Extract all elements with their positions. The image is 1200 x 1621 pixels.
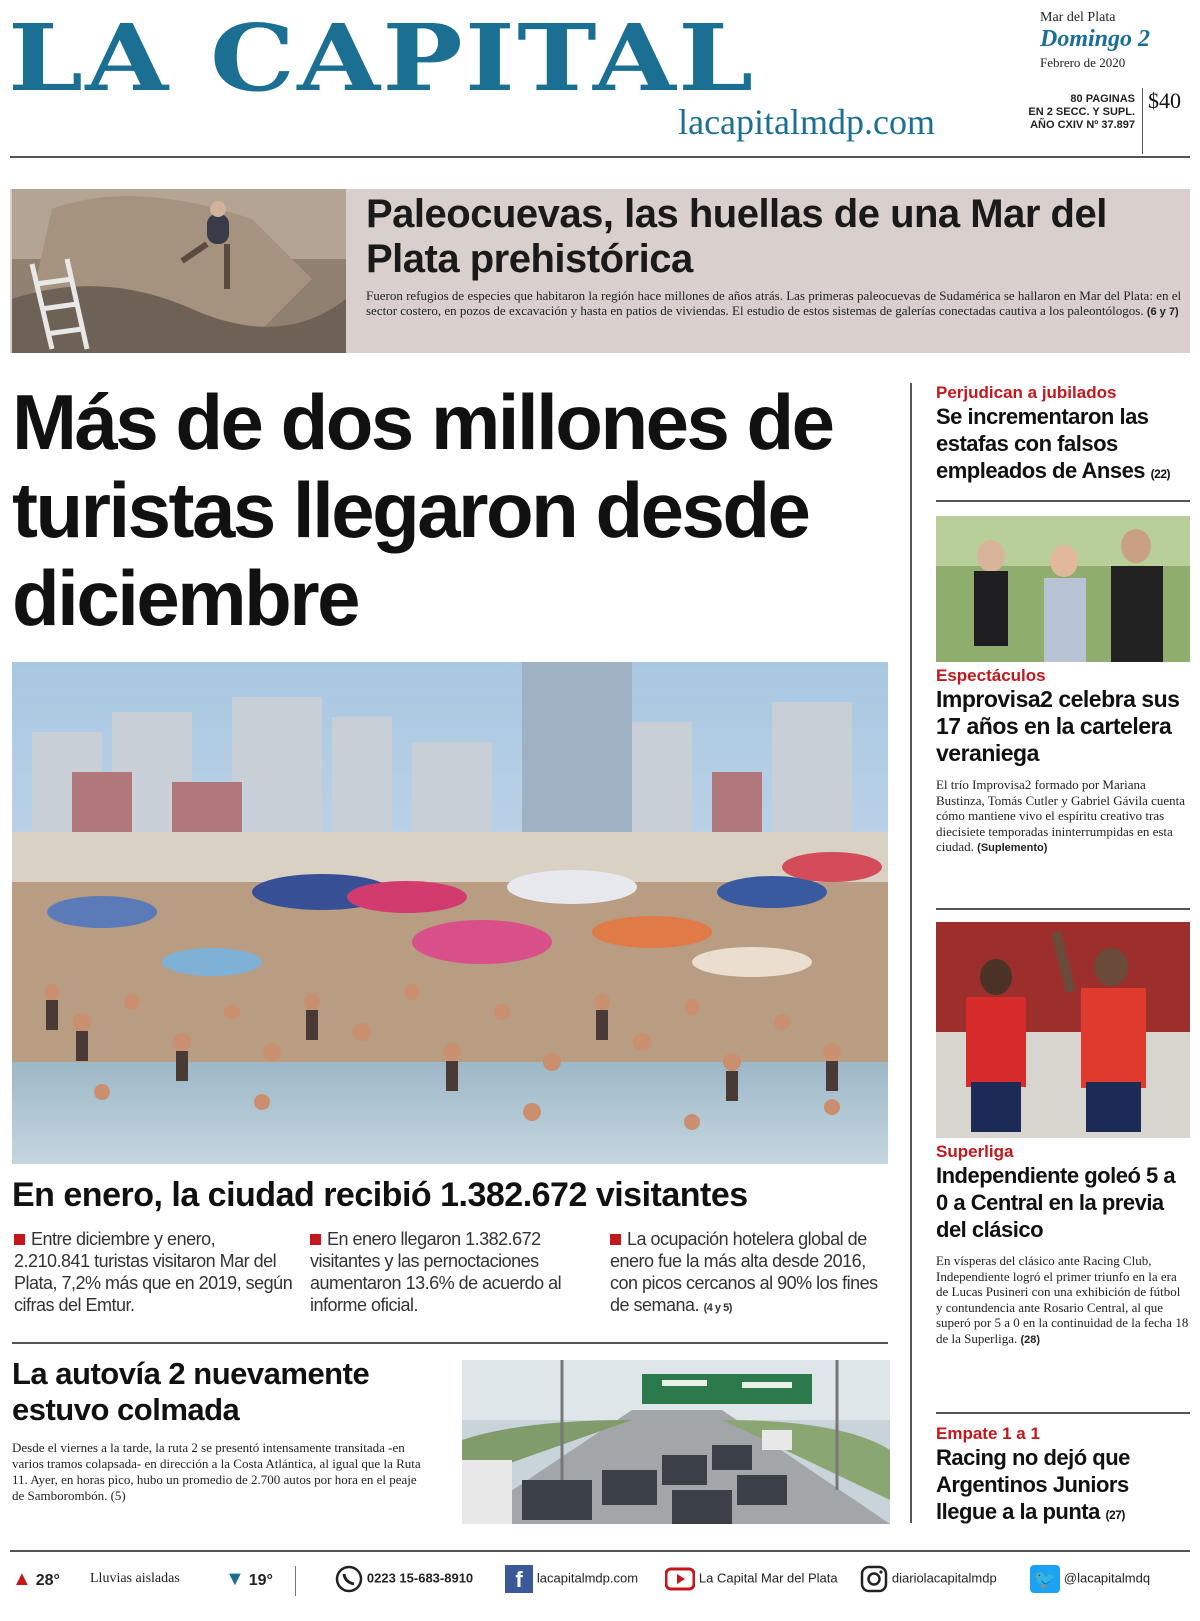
jubilados-page-ref: (22) bbox=[1150, 467, 1171, 481]
temp-up-icon: ▲ bbox=[12, 1568, 32, 1590]
twitter-link[interactable] bbox=[1030, 1565, 1150, 1593]
whatsapp-link[interactable] bbox=[335, 1565, 473, 1593]
jubilados-story[interactable] bbox=[936, 383, 1190, 488]
edition-pages: 80 PAGINAS bbox=[1070, 93, 1135, 105]
temp-down-icon: ▼ bbox=[225, 1568, 245, 1590]
youtube-icon bbox=[665, 1565, 695, 1593]
superliga-photo bbox=[936, 922, 1190, 1138]
superliga-headline: Independiente goleó 5 a 0 a Central en la previa del clásico bbox=[936, 1163, 1176, 1242]
superliga-story[interactable] bbox=[936, 1142, 1190, 1348]
temp-max: 28° bbox=[35, 1572, 60, 1589]
main-bullet-text: La ocupación hotelera global de enero fue la más alta desde 2016, con picos cercanos al 90% los fines de semana. bbox=[610, 1229, 878, 1315]
masthead-logo: LA CAPITAL bbox=[8, 4, 756, 112]
paleocuevas-summary bbox=[366, 288, 1186, 320]
improvisa-summary bbox=[936, 777, 1190, 857]
weather-max bbox=[12, 1568, 60, 1591]
whatsapp-number: 0223 15-683-8910 bbox=[366, 1570, 474, 1586]
edition-day: Domingo 2 bbox=[1040, 26, 1151, 52]
improvisa-story[interactable] bbox=[936, 666, 1190, 857]
improvisa-text: El trío Improvisa2 formado por Mariana Bustinza, Tomás Cutler y Gabriel Gávila cuenta cómo mantiene vivo el espíritu creativo tras diecisiete temporadas ininterrumpidas en esta ciudad. bbox=[936, 777, 1186, 854]
facebook-handle: lacapitalmdp.com bbox=[536, 1570, 639, 1586]
highway-traffic-photo bbox=[462, 1360, 890, 1524]
footer-rule bbox=[10, 1550, 1190, 1552]
autovia-summary bbox=[12, 1440, 432, 1504]
weather-text: Lluvias aisladas bbox=[90, 1571, 180, 1586]
jubilados-kicker: Perjudican a jubilados bbox=[936, 383, 1117, 402]
bullet-square-icon bbox=[610, 1234, 621, 1245]
main-bullet bbox=[310, 1228, 592, 1316]
twitter-handle: @lacapitalmdq bbox=[1063, 1570, 1151, 1586]
youtube-link[interactable] bbox=[665, 1565, 838, 1593]
improvisa-kicker: Espectáculos bbox=[936, 666, 1046, 685]
edition-sections: EN 2 SECC. Y SUPL. bbox=[1028, 106, 1135, 118]
bullet-square-icon bbox=[14, 1234, 25, 1245]
main-headline[interactable]: Más de dos millones de turistas llegaron desde diciembre bbox=[12, 378, 833, 642]
racing-kicker: Empate 1 a 1 bbox=[936, 1424, 1040, 1443]
facebook-link[interactable] bbox=[505, 1565, 638, 1593]
sidebar-separator bbox=[936, 1412, 1190, 1414]
instagram-icon bbox=[860, 1565, 888, 1593]
edition-info bbox=[1000, 93, 1135, 132]
jubilados-headline: Se incrementaron las estafas con falsos empleados de Anses bbox=[936, 404, 1149, 483]
paleocuevas-text: Fueron refugios de especies que habitaron la región hace millones de años atrás. Las primeras paleocuevas de Sudamérica se hallaron en Mar del Plata: en el sector costero, en pozos de excavación y hasta en patios de viviendas. El estudio de estos sistemas de galerías conectadas cautiva a los paleontólogos. bbox=[366, 288, 1182, 318]
paleocuevas-headline[interactable]: Paleocuevas, las huellas de una Mar del Plata prehistórica bbox=[366, 192, 1107, 281]
youtube-channel: La Capital Mar del Plata bbox=[698, 1570, 838, 1586]
temp-min: 19° bbox=[248, 1572, 273, 1589]
autovia-page-ref: (5) bbox=[110, 1488, 126, 1503]
racing-headline-block bbox=[936, 1444, 1190, 1529]
racing-headline: Racing no dejó que Argentinos Juniors llegue a la punta bbox=[936, 1445, 1130, 1524]
section-rule bbox=[12, 1342, 888, 1344]
sidebar-separator bbox=[936, 908, 1190, 910]
superliga-text: En vísperas del clásico ante Racing Club, Independiente logró el primer triunfo en la era de Lucas Pusineri con una exhibición de fútbol y contundencia ante Rosario Central, al que superó por 5 a 0 en la continuidad de la fecha 18 de la Superliga. bbox=[936, 1253, 1189, 1346]
superliga-kicker: Superliga bbox=[936, 1142, 1014, 1161]
whatsapp-icon bbox=[335, 1565, 363, 1593]
sidebar-separator bbox=[936, 500, 1190, 502]
improvisa-photo bbox=[936, 516, 1190, 662]
main-bullet bbox=[14, 1228, 294, 1316]
racing-page-ref: (27) bbox=[1105, 1508, 1125, 1522]
paleocuevas-photo bbox=[12, 189, 346, 353]
instagram-handle: diariolacapitalmdp bbox=[891, 1570, 997, 1586]
price-divider bbox=[1142, 88, 1143, 154]
improvisa-headline: Improvisa2 celebra sus 17 años en la cartelera veraniega bbox=[936, 686, 1180, 766]
paleocuevas-page-ref: (6 y 7) bbox=[1146, 306, 1179, 318]
bullet-square-icon bbox=[310, 1234, 321, 1245]
autovia-headline[interactable]: La autovía 2 nuevamente estuvo colmada bbox=[12, 1356, 370, 1427]
twitter-icon: 🐦 bbox=[1030, 1565, 1060, 1593]
edition-city: Mar del Plata bbox=[1040, 10, 1116, 25]
autovia-text: Desde el viernes a la tarde, la ruta 2 se presentó intensamente transitada -en varios tramos colapsada- en dirección a la Costa Atlántica, al igual que la Ruta 11. Ayer, en horas pico, hubo un promedio de 2.700 autos por hora en el peaje de Samborombón. bbox=[12, 1440, 421, 1503]
main-bullet-text: Entre diciembre y enero, 2.210.841 turistas visitaron Mar del Plata, 7,2% más que en 2019, según cifras del Emtur. bbox=[14, 1229, 293, 1315]
edition-number: AÑO CXIV Nº 37.897 bbox=[1030, 119, 1135, 131]
main-bullet bbox=[610, 1228, 892, 1319]
facebook-icon: f bbox=[505, 1565, 533, 1593]
main-page-ref: (4 y 5) bbox=[703, 1302, 732, 1314]
sidebar-rule bbox=[910, 383, 912, 1523]
site-url[interactable]: lacapitalmdp.com bbox=[678, 102, 935, 142]
footer-divider bbox=[295, 1566, 296, 1596]
main-bullet-text: En enero llegaron 1.382.672 visitantes y las pernoctaciones aumentaron 13.6% de acuerdo al informe oficial. bbox=[310, 1229, 562, 1315]
jubilados-headline-block bbox=[936, 403, 1190, 488]
superliga-page-ref: (28) bbox=[1020, 1333, 1041, 1346]
improvisa-page-ref: (Suplemento) bbox=[977, 842, 1048, 854]
superliga-summary bbox=[936, 1253, 1190, 1348]
price: $40 bbox=[1148, 88, 1181, 113]
main-subheadline[interactable]: En enero, la ciudad recibió 1.382.672 visitantes bbox=[12, 1176, 748, 1214]
racing-story[interactable] bbox=[936, 1424, 1190, 1529]
masthead-rule bbox=[10, 156, 1190, 158]
edition-date: Febrero de 2020 bbox=[1040, 55, 1126, 70]
weather-min bbox=[225, 1568, 273, 1591]
beach-crowd-photo bbox=[12, 662, 888, 1164]
instagram-link[interactable] bbox=[860, 1565, 997, 1593]
